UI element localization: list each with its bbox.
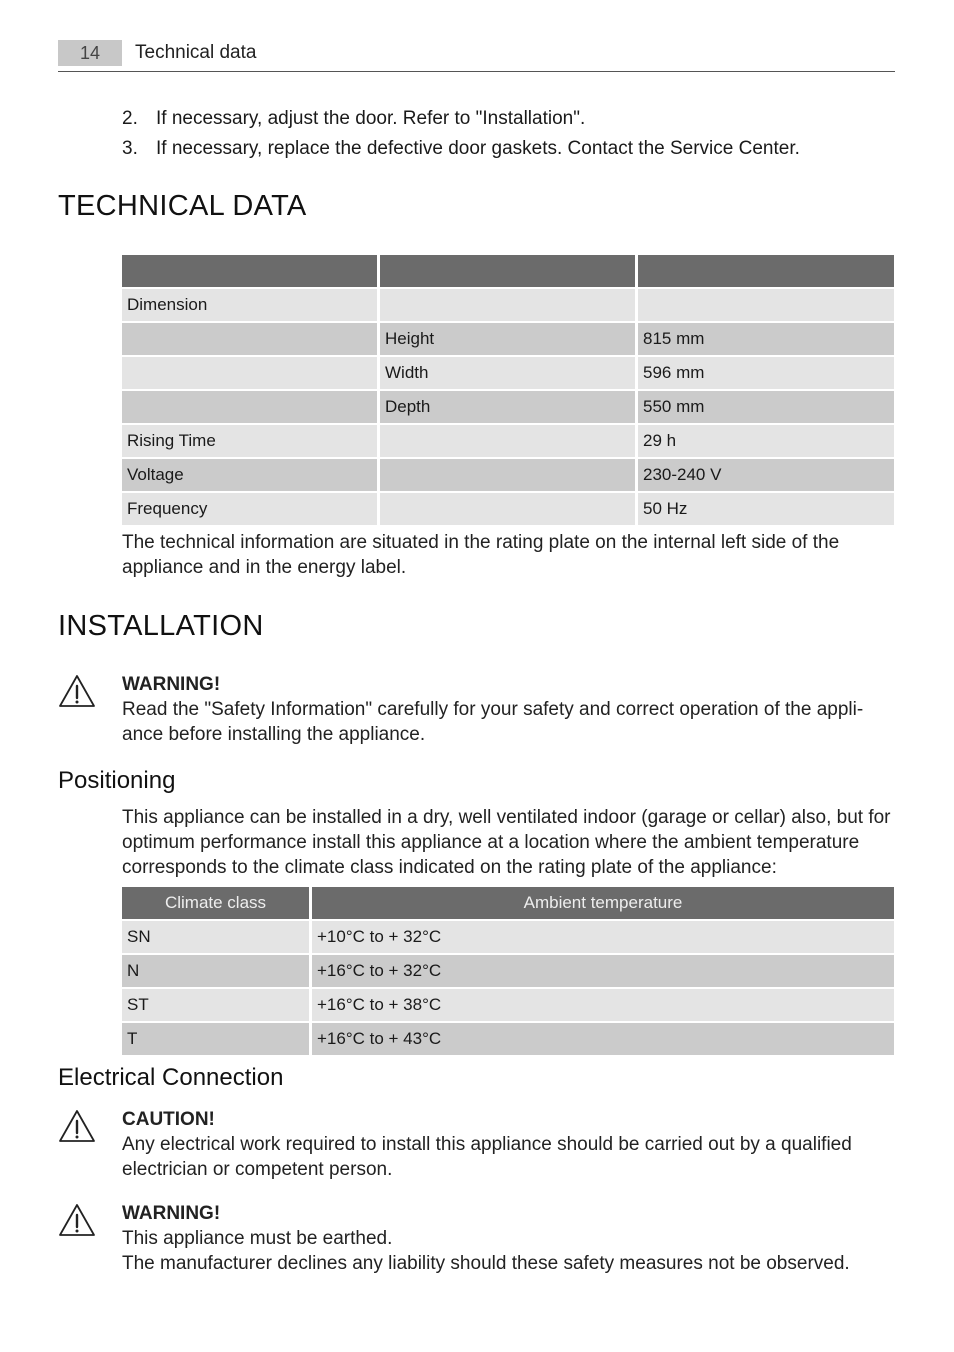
table-row [122,425,894,457]
table-header-row [122,255,894,287]
table-row [122,459,894,491]
table-cell: +16°C to + 43°C [312,1023,894,1055]
table-header-cell: Ambient temperature [312,887,894,919]
caution-title: CAUTION! [122,1109,215,1130]
technical-data-table [122,253,894,527]
technical-data-heading: TECHNICAL DATA [58,190,307,222]
table-cell [122,323,380,355]
table-cell: Dimension [122,289,380,321]
technical-data-note: The technical information are situated in the rating plate on the internal left side of the appliance and in the energy label. [122,532,840,578]
table-cell: +10°C to + 32°C [312,921,894,953]
installation-warning [58,672,894,747]
table-cell: 230-240 V [638,459,894,491]
table-cell: Rising Time [122,425,380,457]
table-row [122,921,894,953]
warning-title: WARNING! [122,1203,221,1224]
table-cell [380,425,638,457]
warning-text-line: The manufacturer declines any liability should these safety measures not be observed. [122,1253,850,1274]
warning-triangle-icon [58,674,96,709]
electrical-connection-heading: Electrical Connection [58,1064,284,1091]
warning-text-line: This appliance must be earthed. [122,1228,393,1249]
climate-class-table [122,885,894,1057]
page-number: 14 [58,40,122,66]
warning-triangle-icon [58,1203,96,1238]
electrical-caution [58,1107,894,1182]
table-cell: Depth [380,391,638,423]
table-header-cell: Climate class [122,887,312,919]
table-cell [122,357,380,389]
table-cell: 550 mm [638,391,894,423]
table-cell: 50 Hz [638,493,894,525]
table-cell [380,493,638,525]
table-row [122,989,894,1021]
table-cell: +16°C to + 32°C [312,955,894,987]
installation-heading: INSTALLATION [58,610,264,642]
running-section-title: Technical data [135,42,257,63]
table-header-cell [638,255,894,287]
table-cell: 29 h [638,425,894,457]
positioning-text: This appliance can be installed in a dry, well ventilated indoor (garage or cellar) also, but for optimum performance install this appliance at a location where the ambient temperature corresponds to the climate class indicated on the rating plate of the appliance: [122,807,891,878]
positioning-heading: Positioning [58,767,176,794]
table-cell: Voltage [122,459,380,491]
table-cell [380,289,638,321]
table-cell [122,391,380,423]
table-cell: SN [122,921,312,953]
steps-list [122,104,800,164]
table-cell: Height [380,323,638,355]
table-header-cell [380,255,638,287]
table-cell: T [122,1023,312,1055]
table-cell: Width [380,357,638,389]
warning-title: WARNING! [122,674,221,695]
table-row [122,493,894,525]
table-row [122,323,894,355]
table-cell: ST [122,989,312,1021]
table-header-cell [122,255,380,287]
list-item: 3. If necessary, replace the defective door gaskets. Contact the Service Center. [122,138,800,159]
table-cell: Frequency [122,493,380,525]
table-row [122,955,894,987]
table-cell: 815 mm [638,323,894,355]
electrical-warning [58,1201,894,1276]
table-cell [380,459,638,491]
table-row [122,357,894,389]
table-row [122,391,894,423]
warning-text: Read the "Safety Information" carefully for your safety and correct operation of the appli- ance before installing the appliance. [122,699,864,745]
table-cell: +16°C to + 38°C [312,989,894,1021]
table-row [122,289,894,321]
page-header [58,40,895,72]
list-item: 2. If necessary, adjust the door. Refer to "Installation". [122,108,586,129]
warning-triangle-icon [58,1109,96,1144]
table-header-row [122,887,894,919]
table-cell: 596 mm [638,357,894,389]
caution-text: Any electrical work required to install this appliance should be carried out by a qualified electrician or competent person. [122,1134,852,1180]
table-cell: N [122,955,312,987]
table-row [122,1023,894,1055]
table-cell [638,289,894,321]
